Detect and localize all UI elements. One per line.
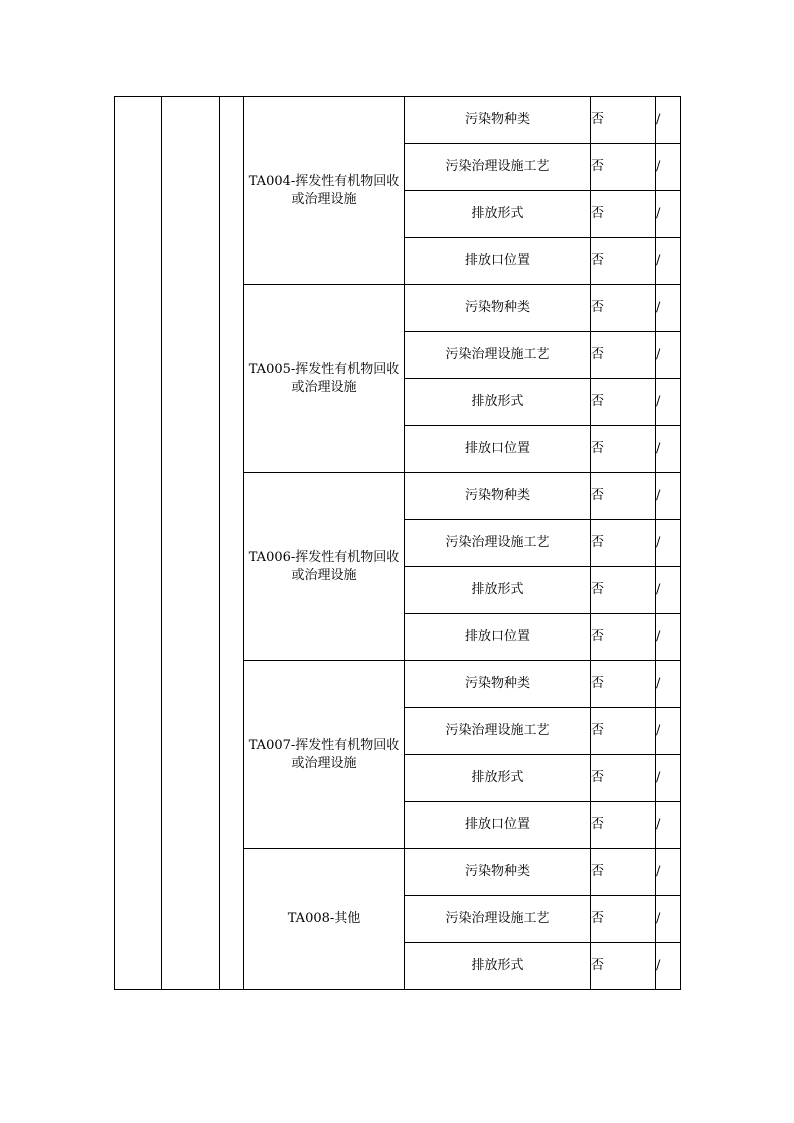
flag-cell: 否 [591,802,656,849]
item-cell: 污染治理设施工艺 [405,144,591,191]
flag-cell: 否 [591,661,656,708]
facility-name-cell: TA007-挥发性有机物回收或治理设施 [244,661,405,849]
item-cell: 排放口位置 [405,426,591,473]
value-cell: / [656,708,681,755]
item-cell: 污染物种类 [405,661,591,708]
value-cell: / [656,379,681,426]
item-cell: 污染物种类 [405,473,591,520]
value-cell: / [656,426,681,473]
flag-cell: 否 [591,97,656,144]
value-cell: / [656,661,681,708]
item-cell: 污染物种类 [405,97,591,144]
item-cell: 排放形式 [405,567,591,614]
value-cell: / [656,896,681,943]
value-cell: / [656,238,681,285]
facility-name-cell: TA005-挥发性有机物回收或治理设施 [244,285,405,473]
item-cell: 排放口位置 [405,802,591,849]
value-cell: / [656,285,681,332]
item-cell: 排放口位置 [405,614,591,661]
value-cell: / [656,567,681,614]
value-cell: / [656,332,681,379]
item-cell: 排放形式 [405,379,591,426]
flag-cell: 否 [591,473,656,520]
flag-cell: 否 [591,285,656,332]
value-cell: / [656,802,681,849]
item-cell: 排放口位置 [405,238,591,285]
flag-cell: 否 [591,943,656,990]
flag-cell: 否 [591,426,656,473]
flag-cell: 否 [591,238,656,285]
item-cell: 污染治理设施工艺 [405,332,591,379]
item-cell: 污染物种类 [405,285,591,332]
flag-cell: 否 [591,520,656,567]
item-cell: 污染治理设施工艺 [405,708,591,755]
table-row [115,97,681,144]
value-cell: / [656,97,681,144]
flag-cell: 否 [591,614,656,661]
value-cell: / [656,849,681,896]
blank-col-1 [115,97,162,990]
flag-cell: 否 [591,708,656,755]
item-cell: 排放形式 [405,943,591,990]
facility-table [114,96,681,990]
item-cell: 排放形式 [405,191,591,238]
flag-cell: 否 [591,144,656,191]
value-cell: / [656,520,681,567]
flag-cell: 否 [591,191,656,238]
value-cell: / [656,191,681,238]
blank-col-2 [162,97,220,990]
flag-cell: 否 [591,332,656,379]
blank-col-3 [220,97,244,990]
value-cell: / [656,473,681,520]
flag-cell: 否 [591,849,656,896]
item-cell: 污染治理设施工艺 [405,896,591,943]
value-cell: / [656,614,681,661]
item-cell: 排放形式 [405,755,591,802]
facility-name-cell: TA004-挥发性有机物回收或治理设施 [244,97,405,285]
item-cell: 污染物种类 [405,849,591,896]
facility-name-cell: TA006-挥发性有机物回收或治理设施 [244,473,405,661]
flag-cell: 否 [591,755,656,802]
item-cell: 污染治理设施工艺 [405,520,591,567]
flag-cell: 否 [591,567,656,614]
flag-cell: 否 [591,896,656,943]
value-cell: / [656,755,681,802]
facility-name-cell: TA008-其他 [244,849,405,990]
value-cell: / [656,144,681,191]
value-cell: / [656,943,681,990]
flag-cell: 否 [591,379,656,426]
